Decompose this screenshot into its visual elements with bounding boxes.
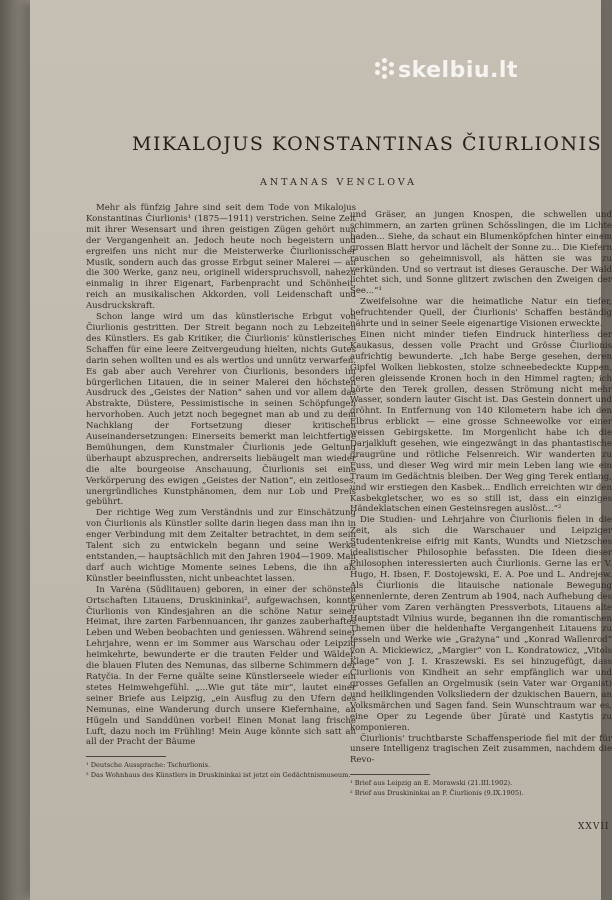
paragraph: Schon lange wird um das künstlerische Erbgut von Čiurlionis gestritten. Der Streit begann noch zu Lebzeiten des Künstlers. Es gab Kritiker, die Čiurlionis' künstlerisches Schaffen für eine leere Zeitvergeudung hielten, nichts Gutes darin sehen wollten und es als wertlos und unnütz verwarfen. Es gab aber auch Verehrer von Čiurlionis, besonders im bürgerlichen Litauen, die in seiner Malerei den höchsten Ausdruck des „Geistes der Nation“ sahen und vor allem das Abstrakte, Düstere, Pessimistische in seinen Schöpfungen hervorhoben. Auch jetzt noch begegnet man ab und zu dem Nachklang der Fortsetzung dieser kritischen Auseinandersetzungen: Einerseits bemerkt man leichtfertige Bemühungen, dem Kunstmaler Čiurlionis jede Geltung überhaupt abzusprechen, andrerseits liebäugelt man wieder die alte bourgeoise Anschauung, Čiurlionis sei eine Verkörperung des ewigen „Geistes der Nation“, ein zeitloses, unergründliches Kunstphänomen, dem nur Lob und Preis gebührt. — [86, 312, 356, 508]
paragraph: Einen nicht minder tiefen Eindruck hinterliess der Kaukasus, dessen volle Pracht und Grösse Čiurlionis aufrichtig bewunderte. „Ich habe Berge gesehen, deren Gipfel Wolken liebkosten, stolze schneebedeckte Kuppen, deren gleissende Kronen hoch in den Himmel ragten; ich hörte den Terek grollen, dessen Strömung nicht mehr Wasser, sondern lauter Gischt ist. Das Gestein donnert und dröhnt. In Entfernung von 140 Kilometern habe ich den Elbrus erblickt — eine grosse Schneewolke vor einer weissen Gebirgskette. Im Morgenlicht habe ich die Darjalkluft gesehen, wie eingezwängt in das phantastische graugrüne und rötliche Felsenreich. Wir wanderten zu Fuss, und dieser Weg wird mir mein Leben lang wie ein Traum im Gedächtnis bleiben. Der Weg ging Terek entlang, und wir erstiegen den Kasbek... Endlich erreichten wir den Kasbekgletscher, wo es so still ist, dass ein einziges Händeklatschen einen Gesteinsregen auslöst...“² — [350, 329, 612, 515]
footnote — [350, 789, 612, 797]
paragraph: In Varėna (Südlitauen) geboren, in einer der schönsten Ortschaften Litauens, Druskininkai², aufgewachsen, konnte Čiurlionis von Kindesjahren an die schöne Natur seiner Heimat, ihre zarten Farbennuancen, ihr ganzes zauberhaftes Leben und Weben beobachten und geniessen. Während seiner Lehrjahre, wenn er im Sommer aus Warschau oder Leipzig heimkehrte, bewunderte er die trauten Felder und Wälder, die blauen Fluten des Nemunas, das silberne Schimmern der Ratyčia. In der Ferne quälte seine Künstlerseele wieder ein stetes Heimwehgefühl. „...Wie gut täte mir“, lautet einer seiner Briefe aus Leipzig, „ein Ausflug zu den Ufern des Nemunas, eine Wanderung durch unsere Kiefernhaine, an Hügeln und Sanddünen vorbei! Einen Monat lang frische Luft, dazu noch im Frühling! Mein Auge könnte sich satt an all der Pracht der Bäume — [86, 584, 356, 748]
paragraph: Der richtige Weg zum Verständnis und zur Einschätzung von Čiurlionis als Künstler sollte darin liegen dass man ihn in enger Verbindung mit dem Zeitalter betrachtet, in dem sein Talent sich zu entwickeln begann und seine Werke entstanden,— hauptsächlich mit den Jahren 1904—1909. Man darf auch wichtige Momente seines Lebens, die ihn als Künstler beeinflussten, nicht unbeachtet lassen. — [86, 508, 356, 584]
footnote — [86, 761, 356, 769]
paragraph: Die Studien- und Lehrjahre von Čiurlionis fielen in die Zeit, als sich die Warschauer und Leipziger Studentenkreise eifrig mit Kants, Wundts und Nietzsches idealistischer Philosophie befassten. Die Ideen dieser Philosophen interessierten auch Čiurlionis. Gerne las er V. Hugo, H. Ibsen, F. Dostojewski, E. A. Poe und L. Andrejew. Als Čiurlionis die litauische nationale Bewegung kennenlernte, deren Zentrum ab 1904, nach Aufhebung des früher vom Zaren verhängten Pressverbots, Litauens alte Hauptstadt Vilnius wurde, begannen ihn die romantischen Themen über die heldenhafte Vergangenheit Litauens zu fesseln und Werke wie „Grażyna“ und „Konrad Wallenrod“ von A. Mickiewicz, „Margier“ von L. Kondratowicz, „Vitols Klage“ von J. I. Kraszewski. Es sei hinzugefügt, dass Čiurlionis von Kindheit an sehr empfänglich war und grosses Gefallen an Orgelmusik (sein Vater war Organist) und heilklingenden Volksliedern der dzukischen Bauern, an Volksmärchen und Sagen fand. Sein Wunschtraum war es, eine Oper zu Legende über Jūratė und Kastytis zu komponieren. — [350, 515, 612, 733]
footnote — [350, 779, 612, 787]
article-title: MIKALOJUS KONSTANTINAS ČIURLIONIS — [132, 133, 603, 155]
footnote-rule — [86, 756, 166, 757]
paragraph: Mehr als fünfzig Jahre sind seit dem Tode von Mikalojus Konstantinas Čiurlionis¹ (1875—1911) verstrichen. Seine Zeit mit ihrer Wesensart und ihren geistigen Zügen gehört nun der Vergangenheit an. Jedoch heute noch begeistern und ergreifen uns nicht nur die Meisterwerke Čiurlionisscher Musik, sondern auch das grosse Erbgut seiner Malerei — an die 300 Werke, ganz neu, originell widerspruchsvoll, nahezu einmalig in ihrer Eigenart, Farbenpracht und Schönheit, reich an musikalischen Akkorden, voll Leidenschaft und Ausdruckskraft. — [86, 203, 356, 312]
paragraph: Čiurlionis' truchtbarste Schaffensperiode fiel mit der für unsere Intelligenz tragischen Zeit zusammen, nachdem die Revo- — [350, 733, 612, 766]
book-page — [30, 0, 612, 900]
paragraph: Zweifelsohne war die heimatliche Natur ein tiefer, befruchtender Quell, der Čiurlionis' Schaffen beständig nährte und in seiner Seele eigenartige Visionen erweckte. — [350, 297, 612, 330]
paragraph: und Gräser, an jungen Knospen, die schwellen und schimmern, an zarten grünen Schösslingen, die im Lichte baden... Siehe, da schaut ein Blumenköpfchen hinter einem grossen Blatt hervor und lächelt der Sonne zu... Die Kiefern rauschen so geheimnisvoll, als hätten sie was zu verkünden. Und so vertraut ist dieses Gerausche. Der Wald lichtet sich, und Sonne glitzert zwischen den Zweigen der See...“¹ — [350, 210, 612, 297]
footnote-text: ² Brief aus Druskininkai an P. Čiurlionis (9.IX.1905). — [350, 788, 524, 797]
footnote-text: ¹ Deutsche Aussprache: Tschurlionis. — [86, 761, 211, 770]
right-column — [350, 210, 612, 798]
article-author: ANTANAS VENCLOVA — [260, 177, 417, 188]
watermark-logo: skelbiu.lt — [398, 58, 518, 83]
footnote-text: ² Das Wohnhaus des Künstlers in Druskininkai ist jetzt ein Gedächtnismuseum. — [86, 770, 351, 779]
page-number: XXVII — [578, 822, 610, 832]
left-column — [86, 203, 356, 780]
footnote-text: ¹ Brief aus Leipzig an E. Morawski (21.III.1902). — [350, 779, 513, 788]
footnote — [86, 771, 356, 779]
flower-logo-icon — [374, 58, 396, 82]
footnote-rule — [350, 774, 430, 775]
